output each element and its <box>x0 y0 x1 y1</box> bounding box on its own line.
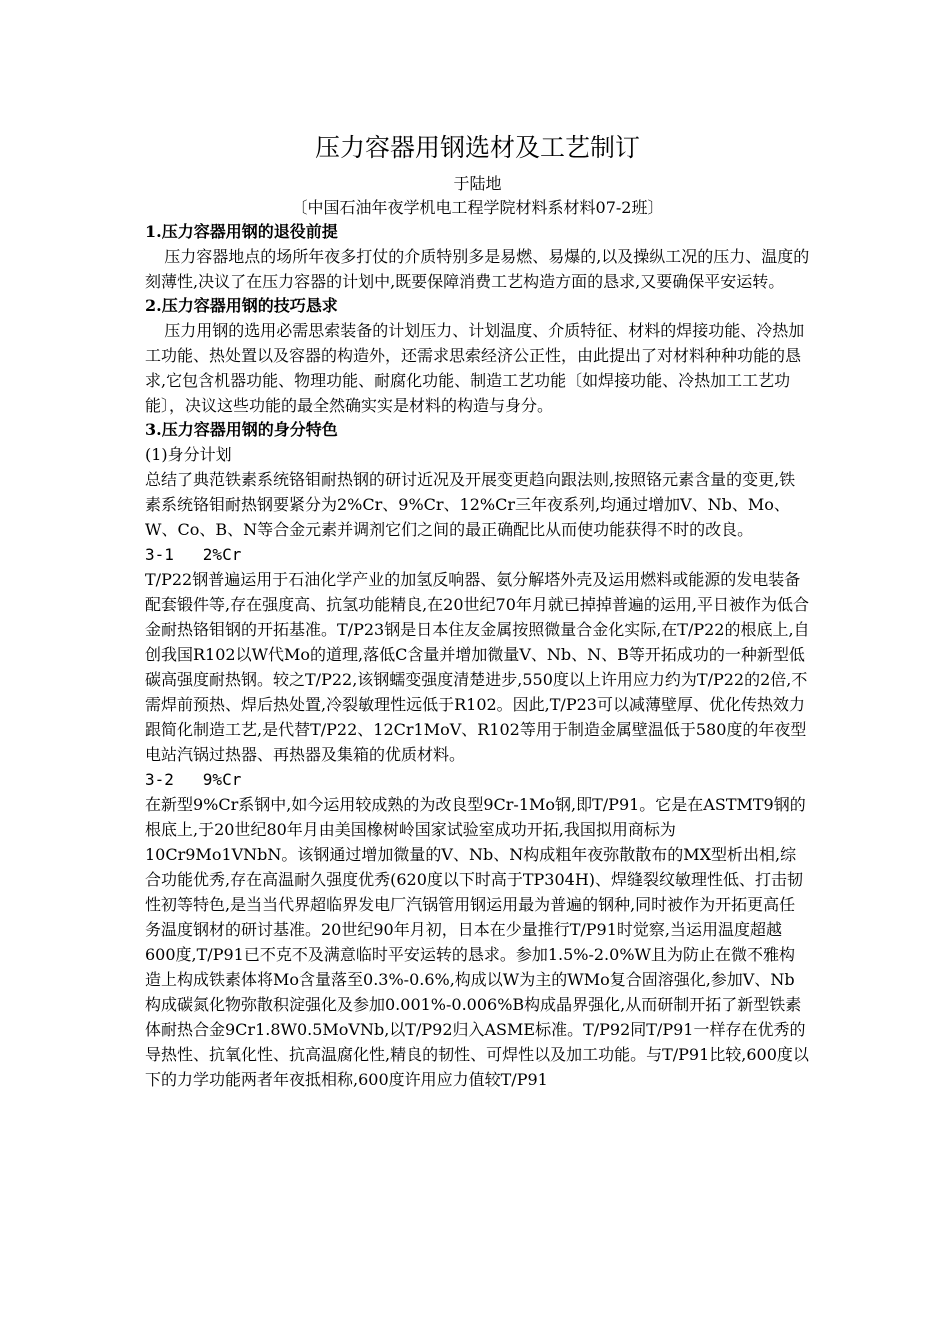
section-1-heading: 1.压力容器用钢的退役前提 <box>145 222 338 241</box>
section-3-heading: 3.压力容器用钢的身分特色 <box>145 420 338 439</box>
section-2-heading: 2.压力容器用钢的技巧恳求 <box>145 296 338 315</box>
section-3-paragraph-1: 总结了典范铁素系统铬钼耐热钢的研讨近况及开展变更趋向跟法则,按照铬元素含量的变更,铁素系统铬钼耐热钢要紧分为2%Cr、9%Cr、12%Cr三年夜系列,均通过增加V、Nb、Mo、W、Co、B、N等合金元素并调剂它们之间的最正确配比从而使功能获得不时的改良。 <box>145 470 796 539</box>
section-2-paragraph: 压力用钢的选用必需思索装备的计划压力、计划温度、介质特征、材料的焊接功能、冷热加工功能、热处置以及容器的构造外，还需求思索经济公正性，由此提出了对材料种种功能的恳求,它包含机器功能、物理功能、耐腐化功能、制造工艺功能〔如焊接功能、冷热加工工艺功能〕，决议这些功能的最全然确实实是材料的构造与身分。 <box>145 321 805 415</box>
section-1-paragraph: 压力容器地点的场所年夜多打仗的介质特别多是易燃、易爆的,以及操纵工况的压力、温度的刻薄性,决议了在压力容器的计划中,既要保障消费工艺构造方面的恳求,又要确保平安运转。 <box>145 247 810 291</box>
section-3-paragraph-3: 在新型9%Cr系钢中,如今运用较成熟的为改良型9Cr-1Mo钢,即T/P91。它是在ASTMT9钢的根底上,于20世纪80年月由美国橡树岭国家试验室成功开拓,我国拟用商标为10Cr9Mo1VNbN。该钢通过增加微量的V、Nb、N构成粗年夜弥散散布的MX型析出相,综合功能优秀,存在高温耐久强度优秀(620度以下时高于TP304H)、焊缝裂纹敏理性低、打击韧性初等特色,是当当代界超临界发电厂汽锅管用钢运用最为普遍的钢种,同时被作为开拓更高任务温度钢材的研讨基准。20世纪90年月初，日本在少量推行T/P91时觉察,当运用温度超越600度,T/P91已不克不及满意临时平安运转的恳求。参加1.5%-2.0%W且为防止在微不雅构造上构成铁素体将Mo含量落至0.3%-0.6%,构成以W为主的WMo复合固溶强化,参加V、Nb构成碳氮化物弥散积淀强化及参加0.001%-0.006%B构成晶界强化,从而研制开拓了新型铁素体耐热合金9Cr1.8W0.5MoVNb,以T/P92归入ASME标准。T/P92同T/P91一样存在优秀的导热性、抗氧化性、抗高温腐化性,精良的韧性、可焊性以及加工功能。与T/P91比较,600度以下的力学功能两者年夜抵相称,600度许用应力值较T/P91 <box>145 795 809 1089</box>
document-page <box>145 130 810 1092</box>
author-affiliation: 〔中国石油年夜学机电工程学院材料系材料07-2班〕 <box>291 198 664 217</box>
subsection-9cr: 3-2 9%Cr <box>145 770 242 789</box>
document-title: 压力容器用钢选材及工艺制订 <box>314 133 640 162</box>
subsection-2cr: 3-1 2%Cr <box>145 545 242 564</box>
section-3-paragraph-2: T/P22钢普遍运用于石油化学产业的加氢反响器、氨分解塔外壳及运用燃料或能源的发电装备配套锻件等,存在强度高、抗氢功能精良,在20世纪70年月就已掉掉普遍的运用,平日被作为低合金耐热铬钼钢的开拓基准。T/P23钢是日本住友金属按照微量合金化实际,在T/P22的根底上,自创我国R102以W代Mo的道理,落低C含量并增加微量V、Nb、N、B等开拓成功的一种新型低碳高强度耐热钢。较之T/P22,该钢蠕变强度清楚进步,550度以上许用应力约为T/P22的2倍,不需焊前预热、焊后热处置,冷裂敏理性远低于R102。因此,T/P23可以减薄壁厚、优化传热效力跟简化制造工艺,是代替T/P22、12Cr1MoV、R102等用于制造金属壁温低于580度的年夜型电站汽锅过热器、再热器及集箱的优质材料。 <box>145 570 810 764</box>
author-name: 于陆地 <box>453 174 502 193</box>
subsection-composition-design: (1)身分计划 <box>145 445 232 464</box>
